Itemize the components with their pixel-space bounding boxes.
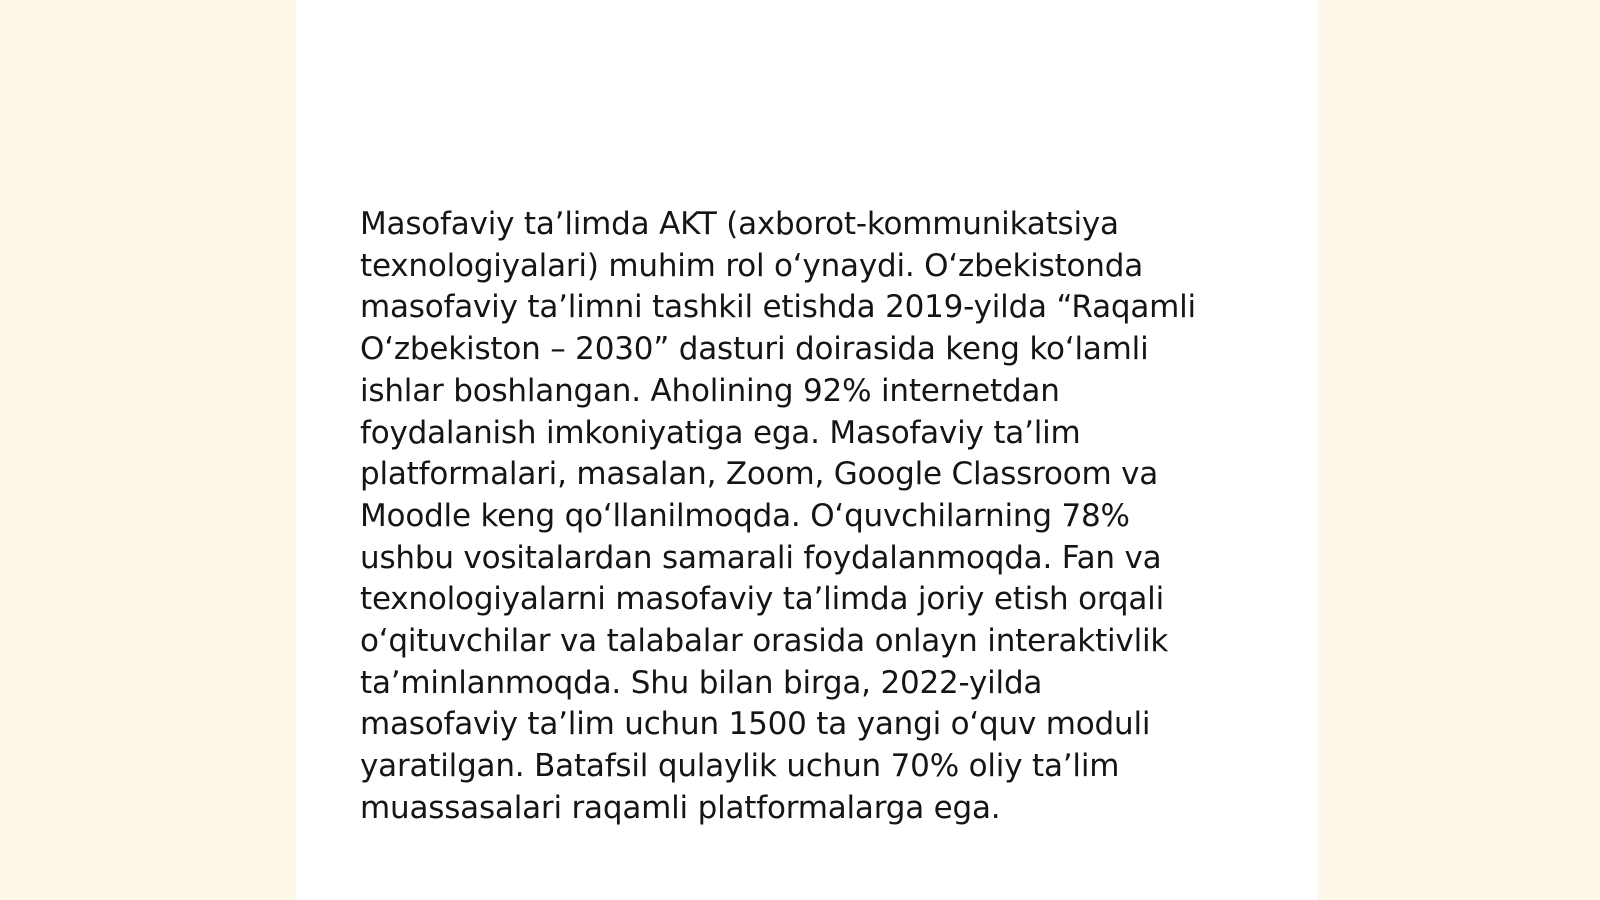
- body-paragraph: [360, 204, 1260, 830]
- document-page: [296, 0, 1318, 900]
- paragraph-line: masofaviy ta’lim uchun 1500 ta yangi o‘quv moduli: [360, 706, 1151, 743]
- paragraph-line: Masofaviy ta’limda AKT (axborot-kommunikatsiya: [360, 206, 1119, 242]
- paragraph-line: platformalari, masalan, Zoom, Google Classroom va: [360, 456, 1159, 493]
- paragraph-line: ushbu vositalardan samarali foydalanmoqda. Fan va: [360, 539, 1162, 576]
- paragraph-line: o‘qituvchilar va talabalar orasida onlayn interaktivlik: [360, 623, 1169, 660]
- paragraph-line: texnologiyalari) muhim rol o‘ynaydi. O‘zbekistonda: [360, 247, 1144, 284]
- paragraph-line: yaratilgan. Batafsil qulaylik uchun 70% oliy ta’lim: [360, 748, 1120, 785]
- paragraph-line: ishlar boshlangan. Aholining 92% internetdan: [360, 372, 1060, 409]
- paragraph-line: foydalanish imkoniyatiga ega. Masofaviy ta’lim: [360, 414, 1081, 451]
- paragraph-line: ta’minlanmoqda. Shu bilan birga, 2022-yilda: [360, 664, 1043, 701]
- paragraph-line: muassasalari raqamli platformalarga ega.: [360, 789, 1001, 826]
- paragraph-line: texnologiyalarni masofaviy ta’limda joriy etish orqali: [360, 581, 1165, 618]
- paragraph-line: Moodle keng qo‘llanilmoqda. O‘quvchilarning 78%: [360, 497, 1130, 534]
- paragraph-line: masofaviy ta’limni tashkil etishda 2019-yilda “Raqamli: [360, 289, 1196, 326]
- paragraph-line: O‘zbekiston – 2030” dasturi doirasida keng ko‘lamli: [360, 331, 1149, 368]
